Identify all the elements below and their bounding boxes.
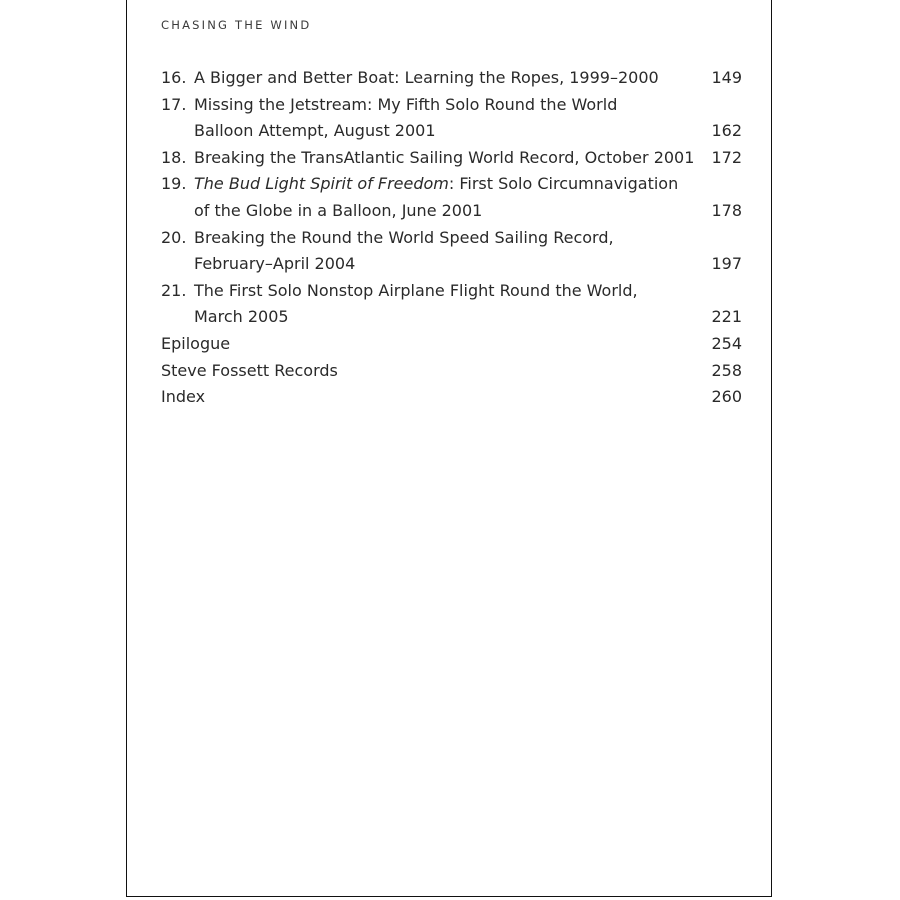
running-head: CHASING THE WIND bbox=[161, 18, 312, 32]
chapter-number: 16. bbox=[161, 68, 187, 87]
section-title: Index bbox=[161, 387, 206, 407]
chapter-title: Missing the Jetstream: My Fifth Solo Round the World Balloon Attempt, August 2001 bbox=[194, 94, 618, 141]
chapter-number: 19. bbox=[161, 174, 187, 194]
toc-entry[interactable] bbox=[161, 278, 742, 331]
page-number: 260 bbox=[711, 387, 742, 407]
toc-entry-index[interactable] bbox=[161, 384, 742, 411]
chapter-number: 20. bbox=[161, 227, 187, 247]
toc-entry-epilogue[interactable] bbox=[161, 331, 742, 358]
book-page bbox=[126, 0, 772, 897]
section-title: Steve Fossett Records bbox=[161, 360, 338, 380]
chapter-title: Breaking the TransAtlantic Sailing World Record, October 2001 bbox=[194, 147, 695, 167]
chapter-title: Breaking the Round the World Speed Sailing Record, February–April 2004 bbox=[194, 227, 614, 274]
chapter-title: The First Solo Nonstop Airplane Flight Round the World, March 2005 bbox=[194, 280, 638, 327]
toc-entry[interactable] bbox=[161, 92, 742, 145]
toc-entry[interactable] bbox=[161, 171, 742, 224]
toc-entry[interactable] bbox=[161, 65, 742, 92]
chapter-number: 17. bbox=[161, 94, 187, 114]
toc-entry[interactable] bbox=[161, 225, 742, 278]
chapter-title: A Bigger and Better Boat: Learning the Ropes, 1999–2000 bbox=[194, 68, 659, 87]
page-number: 197 bbox=[711, 254, 742, 274]
toc-entry[interactable] bbox=[161, 145, 742, 172]
page-number: 254 bbox=[711, 333, 742, 353]
table-of-contents bbox=[161, 65, 742, 411]
page-number: 149 bbox=[711, 68, 742, 87]
chapter-number: 21. bbox=[161, 280, 187, 300]
italic-title: The Bud Light Spirit of Freedom bbox=[194, 174, 449, 194]
chapter-number: 18. bbox=[161, 147, 187, 167]
section-title: Epilogue bbox=[161, 333, 231, 353]
page-number: 172 bbox=[711, 147, 742, 167]
page-number: 178 bbox=[711, 200, 742, 220]
page-number: 221 bbox=[711, 307, 742, 327]
chapter-title: The Bud Light Spirit of Freedom: First Solo Circumnavigation of the Globe in a Balloon, June 2001 bbox=[194, 174, 679, 220]
page-number: 162 bbox=[711, 121, 742, 141]
page-number: 258 bbox=[711, 360, 742, 380]
toc-entry-records[interactable] bbox=[161, 358, 742, 385]
